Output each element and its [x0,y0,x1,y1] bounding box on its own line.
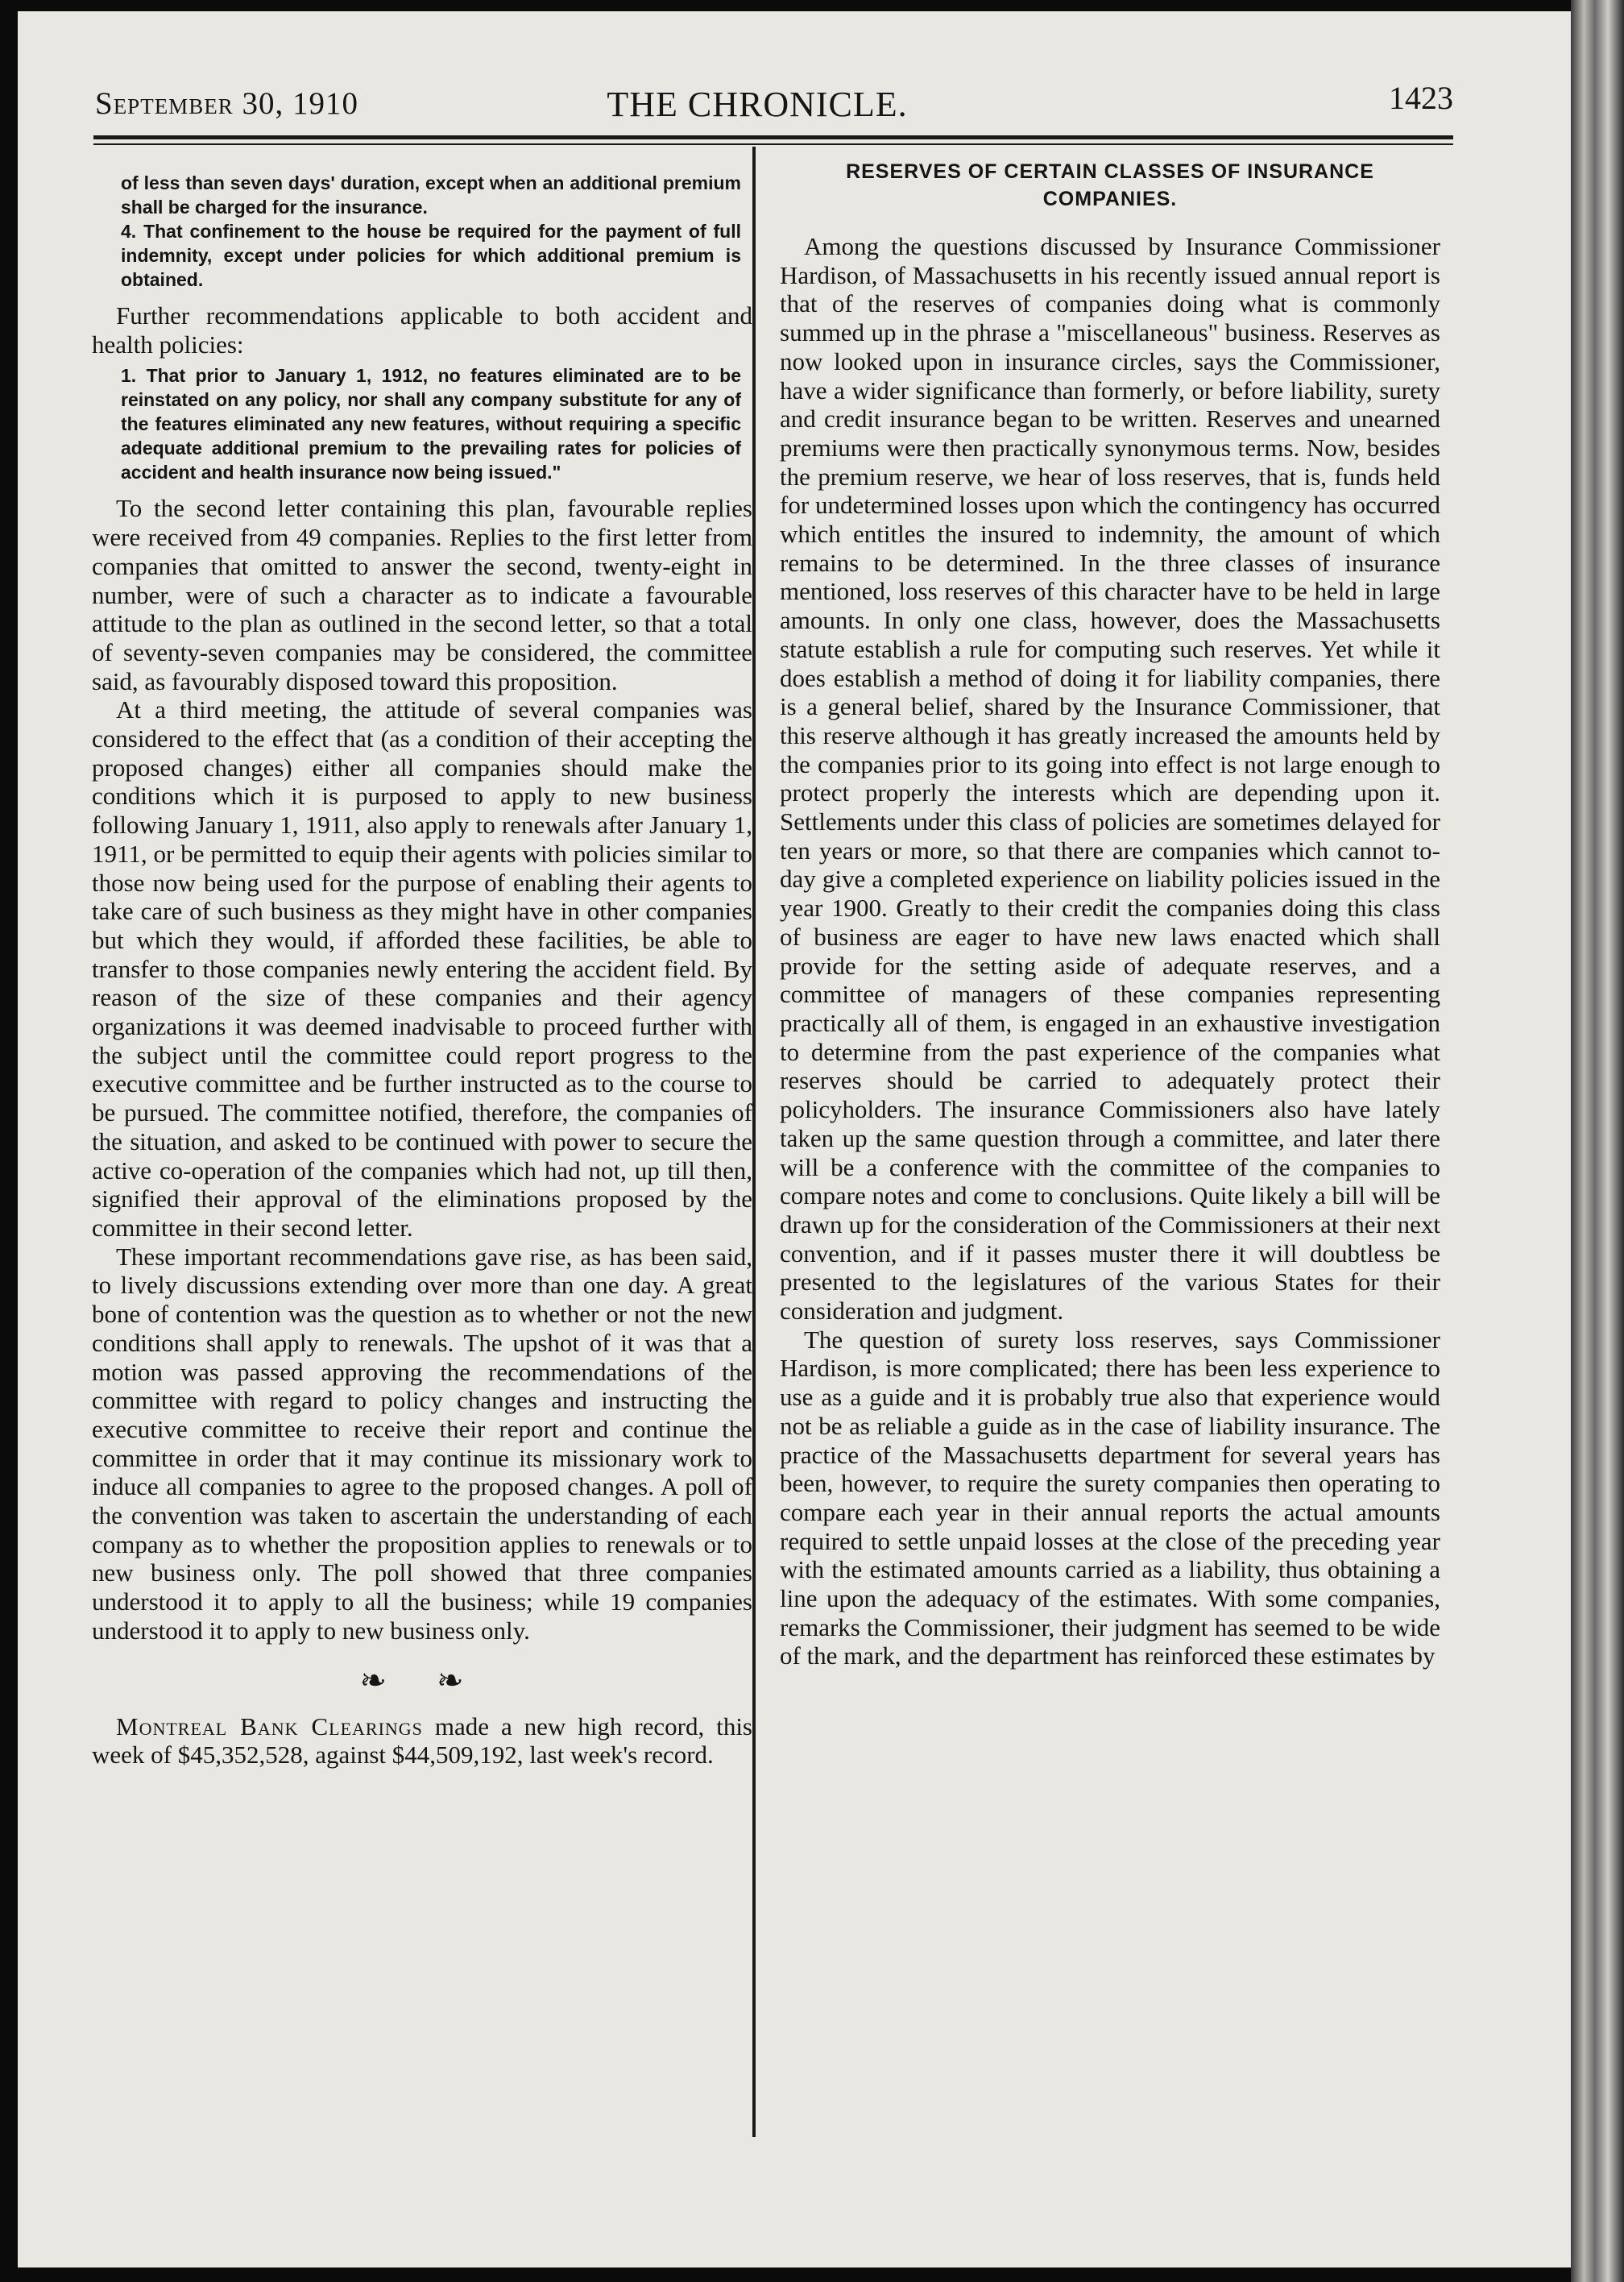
publication-title: THE CHRONICLE. [607,85,908,124]
paragraph-surety-reserves: The question of surety loss reserves, says Commissioner Hardison, is more complicated; there has been less experience to use as a guide and it is probably true also that experience would not be as reliable a guide as in the case of liability insurance. The practice of the Massachusetts department for several years has been, however, to require the surety companies then operating to compare each year in their annual reports the actual amounts required to settle unpaid losses at the close of the preceding year with the estimated amounts carried as a liability, thus obtaining a line upon the adequacy of the estimates. With some companies, remarks the Commissioner, their judgment has seemed to be wide of the mark, and the department has reinforced these estimates by [780,1325,1440,1670]
quote-continuation: of less than seven days' duration, except when an additional premium shall be charged for the insurance. [121,172,741,218]
column-divider [752,147,756,2137]
paragraph-second-letter: To the second letter containing this plan, favourable replies were received from 49 companies. Replies to the first letter from companies that omitted to answer the second, twenty-eight in number, were of such a character as to indicate a favourable attitude to the plan as outlined in the second letter, so that a total of seventy-seven companies may be considered, the committee said, as favourably disposed toward this proposition. [92,494,752,695]
left-column [92,171,752,1770]
clearings-lead: Montreal Bank Clearings [116,1712,423,1741]
page-number: 1423 [1389,80,1453,116]
quote-item-4: 4. That confinement to the house be required for the payment of full indemnity, except under policies for which additional premium is obtained. [121,221,741,290]
section-ornament: ❧ ❧ [359,1662,485,1699]
quote-item-1: 1. That prior to January 1, 1912, no features eliminated are to be reinstated on any policy, nor shall any company substitute for any of the features eliminated any new features, without requiring a specific adequate additional premium to the prevailing rates for policies of accident and health insurance now being issued." [121,365,741,483]
clearings-text: made a new high record, this week of $45,352,528, against $44,509,192, last week's record. [92,1712,752,1770]
header-rule [93,135,1453,139]
paragraph-montreal-clearings [92,1712,752,1770]
right-column [780,158,1440,1670]
paragraph-reserves-intro: Among the questions discussed by Insurance Commissioner Hardison, of Massachusetts in his recently issued annual report is that of the reserves of companies doing what is commonly summed up in the phrase a "miscellaneous" business. Reserves as now looked upon in insurance circles, says the Commissioner, have a wider significance than formerly, or before liability, surety and credit insurance began to be written. Reserves and unearned premiums were then practically synonymous terms. Now, besides the premium reserve, we hear of loss reserves, that is, funds held for undetermined losses upon which the contingency has occurred which entitles the insured to indemnity, the amount of which remains to be determined. In the three classes of insurance mentioned, loss reserves of this character have to be held in large amounts. In only one class, however, does the Massachusetts statute establish a rule for computing such reserves. Yet while it does establish a method of doing it for liability companies, there is a general belief, shared by the Insurance Commissioner, that this reserve although it has greatly increased the amounts held by the companies prior to its going into effect is not large enough to protect properly the interests which are depending upon it. Settlements under this class of policies are sometimes delayed for ten years or more, so that there are companies which cannot to-day give a completed experience on liability policies issued in the year 1900. Greatly to their credit the companies doing this class of business are eager to have new laws enacted which shall provide for the setting aside of adequate reserves, and a committee of managers of these companies representing practically all of them, is engaged in an exhaustive investigation to determine from the past experience of the companies what reserves should be carried to adequately protect their policyholders. The insurance Commissioners also have lately taken up the same question through a committee, and later there will be a conference with the committee of the companies to compare notes and come to conclusions. Quite likely a bill will be drawn up for the consideration of the Commissioners at their next convention, and if it passes muster there it will doubtless be presented to the legislatures of the various States for their consideration and judgment. [780,232,1440,1326]
paragraph-further-recommendations: Further recommendations applicable to both accident and health policies: [92,301,752,359]
article-headline: RESERVES OF CERTAIN CLASSES OF INSURANCE COMPANIES. [846,160,1374,210]
paragraph-third-meeting: At a third meeting, the attitude of several companies was considered to the effect that (as a condition of their accepting the proposed changes) either all companies should make the conditions which it is purposed to apply to new business following January 1, 1911, also apply to renewals after January 1, 1911, or be permitted to equip their agents with policies similar to those now being used for the purpose of enabling their agents to take care of such business as they might have in other companies but which they would, if afforded these facilities, be able to transfer to those companies newly entering the accident field. By reason of the size of these companies and their agency organizations it was deemed inadvisable to proceed further with the subject until the committee could report progress to the executive committee and be further instructed as to the course to be pursued. The committee notified, therefore, the companies of the situation, and asked to be continued with power to secure the active co-operation of the companies which had not, up till then, signified their approval of the eliminations proposed by the committee in their second letter. [92,695,752,1242]
paragraph-recommendations: These important recommendations gave rise, as has been said, to lively discussions extending over more than one day. A great bone of contention was the question as to whether or not the new conditions shall apply to renewals. The upshot of it was that a motion was passed approving the recommendations of the committee with regard to policy changes and instructing the executive committee to receive their report and continue the committee in order that it may continue its missionary work to induce all companies to agree to the proposed changes. A poll of the convention was taken to ascertain the understanding of each company as to whether the proposition applies to renewals or to new business only. The poll showed that three companies understood it to apply to all the business; while 19 companies understood it to apply to new business only. [92,1242,752,1645]
page-header [77,79,1453,127]
header-rule-thin [93,143,1453,145]
header-date: September 30, 1910 [95,86,358,121]
page-binding-edge [1571,0,1624,2282]
